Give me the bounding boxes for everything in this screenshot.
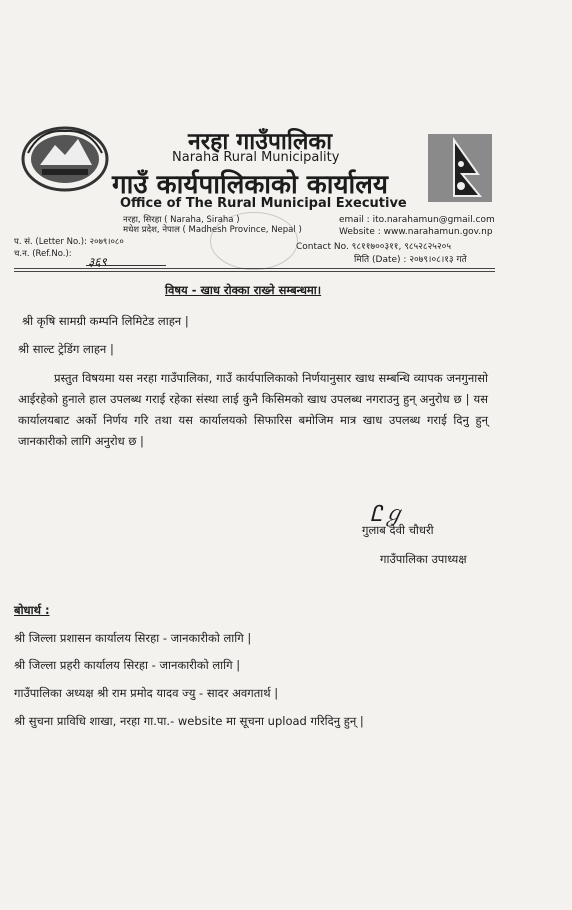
- header-divider-bottom: [14, 271, 495, 272]
- reference-number-label: च.न. (Ref.No.):: [14, 249, 72, 259]
- address-line-2: मधेश प्रदेश, नेपाल ( Madhesh Province, Nepal ): [123, 225, 302, 235]
- reference-underline: [86, 265, 166, 266]
- handwritten-signature: Ꮭℊ: [370, 502, 405, 527]
- cc-heading: बोधार्थ :: [14, 603, 50, 617]
- office-name-en: Office of The Rural Municipal Executive: [120, 196, 407, 211]
- contact-number: Contact No. ९८११७००३११, ९८५२८२५२०५: [296, 242, 452, 252]
- addressee-1: श्री कृषि सामग्री कम्पनि लिमिटेड लाहन |: [22, 314, 189, 328]
- letter-number: प. सं. (Letter No.): २०७९।०८०: [14, 237, 124, 247]
- cc-item: श्री जिल्ला प्रशासन कार्यालय सिरहा - जानकारीको लागि |: [14, 631, 252, 645]
- cc-item: श्री जिल्ला प्रहरी कार्यालय सिरहा - जानकारीको लागि |: [14, 658, 241, 672]
- nepal-flag-icon: [428, 134, 492, 202]
- website-text: Website : www.narahamun.gov.np: [339, 227, 493, 237]
- municipality-name-np: नरहा गाउँपालिका: [188, 129, 333, 155]
- email-text: email : ito.narahamun@gmail.com: [339, 215, 495, 225]
- cc-item: श्री सुचना प्राविधि शाखा, नरहा गा.पा.- website मा सूचना upload गरिदिनु हुन् |: [14, 714, 364, 728]
- bleed-through-mark: [180, 55, 184, 70]
- signatory-title: गाउँपालिका उपाध्यक्ष: [380, 552, 467, 566]
- office-name-np: गाउँ कार्यपालिकाको कार्यालय: [112, 170, 388, 200]
- addressee-2: श्री साल्ट ट्रेडिंग लाहन |: [18, 342, 114, 356]
- signatory-name: गुलाब देवी चौधरी: [362, 523, 434, 537]
- municipality-name-en: Naraha Rural Municipality: [172, 150, 340, 165]
- address-line-1: नरहा, सिरहा ( Naraha, Siraha ): [123, 215, 240, 225]
- letter-subject: विषय - खाध रोक्का राख्ने सम्बन्धमा।: [165, 283, 322, 297]
- cc-item: गाउँपालिका अध्यक्ष श्री राम प्रमोद यादव ज्यु - सादर अवगतार्थ |: [14, 686, 279, 700]
- letter-date: मिति (Date) : २०७९।०८।१३ गते: [354, 255, 467, 265]
- letter-body: प्रस्तुत विषयमा यस नरहा गाउँपालिका, गाउँ कार्यपालिकाको निर्णयानुसार खाध सम्बन्धि व्यापक जनगुनासो आईरहेको हुनाले हाल उपलब्ध गराई रहेका संस्था लाई कुनै किसिमको खाध उपलब्ध नगराउनु हुन् अनुरोध छ | यस कार्यालयबाट अर्को निर्णय गरि तथा यस कार्यालयको सिफारिस बमोजिम मात्र खाध उपलब्ध गराई दिनु हुन् जानकारीको लागि अनुरोध छ |: [18, 371, 488, 448]
- office-stamp: [210, 212, 298, 270]
- header-divider-top: [14, 268, 495, 269]
- reference-number-handwritten: ३६९: [88, 255, 107, 269]
- municipality-emblem-icon: [20, 125, 110, 193]
